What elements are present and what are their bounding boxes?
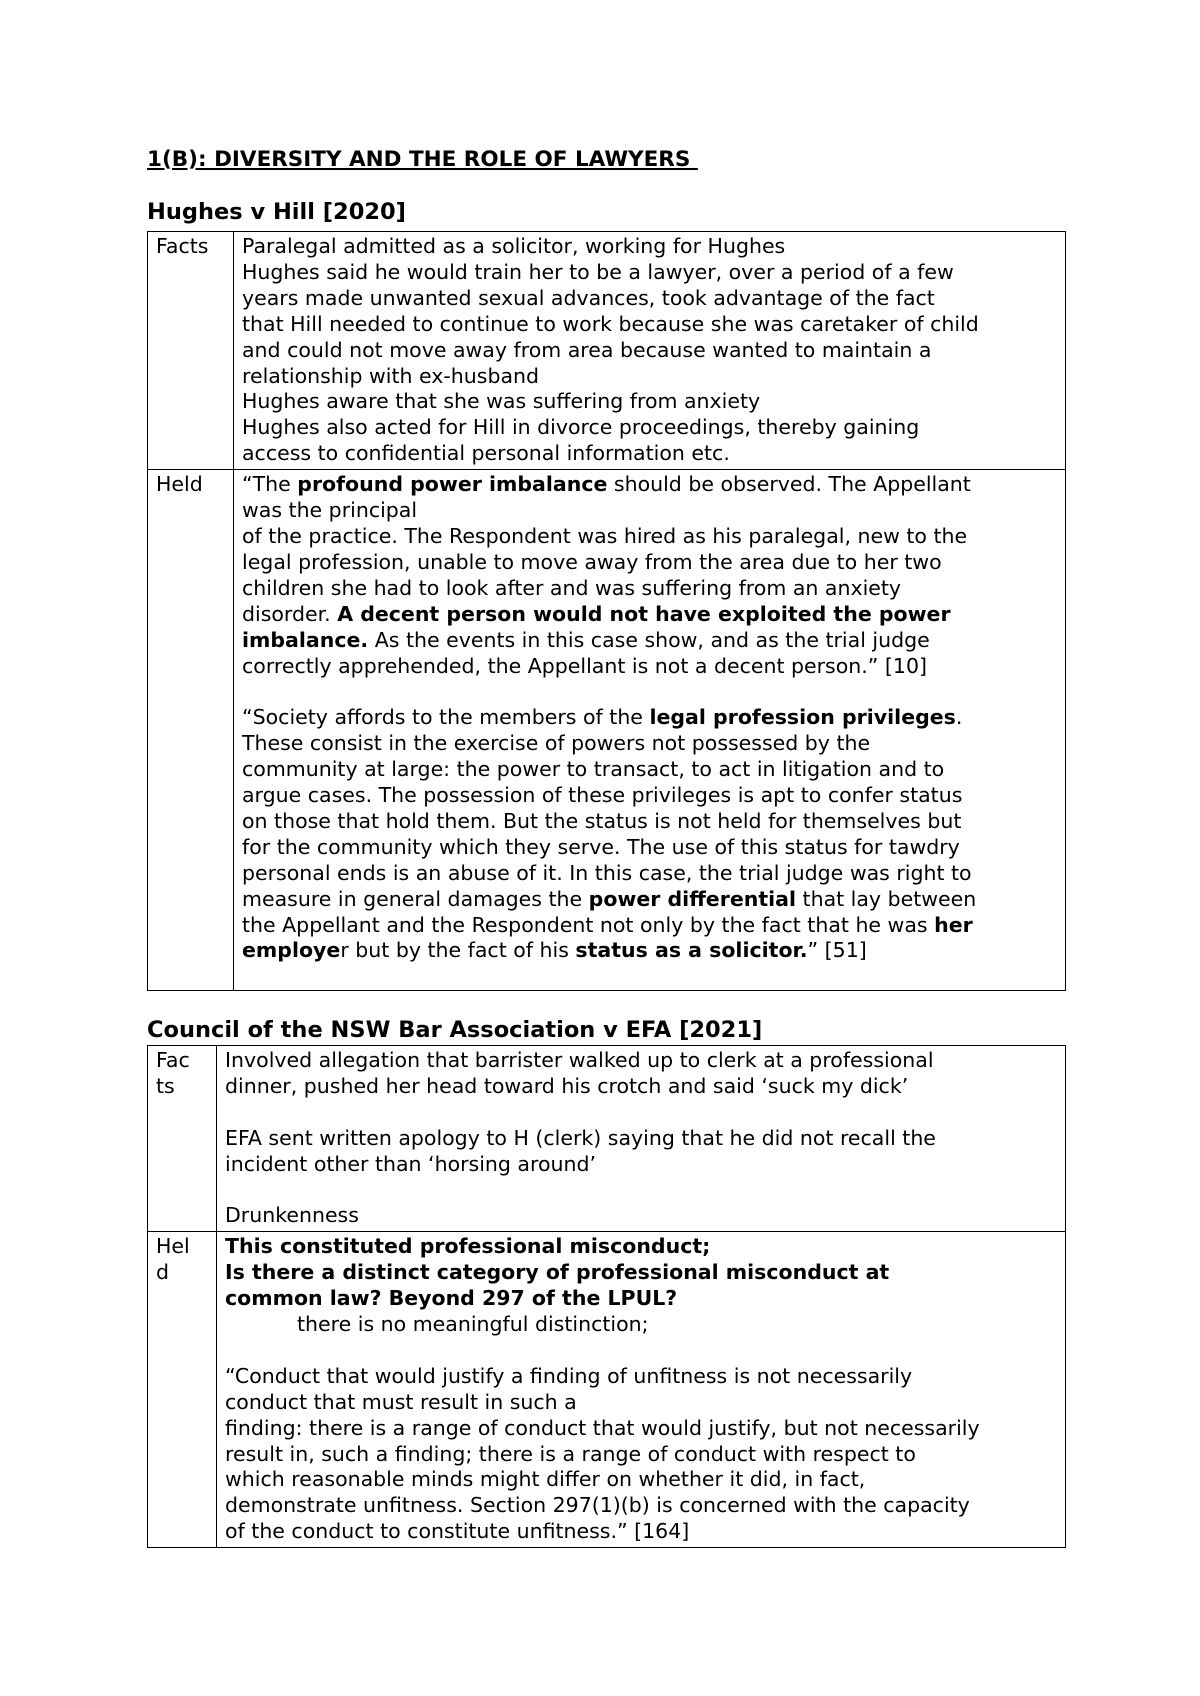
text-run: As the events in this case show, and as the trial judge [368,627,930,652]
held-quote-line: of the conduct to constitute unfitness.” [164] [225,1519,690,1544]
held-quote-line: demonstrate unfitness. Section 297(1)(b) is concerned with the capacity [225,1493,970,1518]
held-quote-line: finding: there is a range of conduct that would justify, but not necessarily [225,1415,980,1440]
paragraph-spacer [225,1100,1059,1126]
facts-line: years made unwanted sexual advances, took advantage of the fact [242,285,935,310]
bold-text-run: employe [242,938,341,963]
held-quote-line [242,938,1059,964]
label-line: ts [156,1073,175,1098]
bold-text-run: imbalance. [242,627,369,652]
held-bold-line: common law? Beyond 297 of the LPUL? [225,1286,678,1311]
facts-line: relationship with ex-husband [242,363,540,388]
held-label: Held [148,470,234,991]
case-table-hughes-v-hill [147,231,1066,991]
facts-label: Facts [148,232,234,470]
facts-line: Involved allegation that barrister walked up to clerk at a professional [225,1048,934,1072]
held-quote-line: These consist in the exercise of powers not possessed by the [242,731,871,756]
paragraph-spacer [225,1338,1059,1364]
held-quote-line: community at large: the power to transact, to act in litigation and to [242,757,945,782]
held-cell [234,470,1066,991]
text-run: measure in general damages the [242,886,589,911]
facts-row [148,232,1066,470]
facts-line: Hughes said he would train her to be a lawyer, over a period of a few [242,259,954,284]
bold-text-run: profound power imbalance [297,472,608,497]
held-quote-line: which reasonable minds might differ on whether it did, in fact, [225,1467,866,1492]
text-run: the Appellant and the Respondent not only by the fact that he was [242,912,935,937]
text-run: that lay between [796,886,977,911]
facts-label [148,1046,217,1232]
case-title-hughes-v-hill: Hughes v Hill [2020] [147,199,406,225]
text-run: disorder. [242,601,338,626]
held-quote-line: of the practice. The Respondent was hired as his paralegal, new to the [242,523,968,548]
held-quote-line: was the principal [242,498,418,523]
held-quote-line [242,887,1059,913]
facts-line: access to confidential personal information etc. [242,441,730,466]
held-quote-line: “Conduct that would justify a finding of unfitness is not necessarily [225,1363,913,1388]
text-run: “Society affords to the members of the [242,705,650,730]
facts-line: dinner, pushed her head toward his crotch and said ‘suck my dick’ [225,1073,909,1098]
held-bold-line: This constituted professional misconduct; [225,1234,711,1259]
label-line: d [156,1260,170,1285]
bold-text-run: power differential [588,886,797,911]
held-quote-line [242,913,1059,939]
held-quote-line: argue cases. The possession of these privileges is apt to confer status [242,783,963,808]
held-quote-line: children she had to look after and was suffering from an anxiety [242,575,902,600]
held-cell [217,1232,1066,1548]
text-run: should be observed. The Appellant [607,472,971,497]
facts-line: EFA sent written apology to H (clerk) saying that he did not recall the [225,1125,936,1150]
held-quote-line: conduct that must result in such a [225,1389,577,1414]
facts-line: that Hill needed to continue to work because she was caretaker of child [242,311,979,336]
facts-line: Drunkenness [225,1203,359,1228]
held-quote-line: personal ends is an abuse of it. In this case, the trial judge was right to [242,860,972,885]
held-quote-line: on those that hold them. But the status is not held for themselves but [242,808,962,833]
label-line: Fac [156,1048,190,1072]
held-quote-line [242,472,1059,498]
paragraph-spacer [225,1178,1059,1204]
paragraph-spacer [242,679,1059,705]
held-quote-line: legal profession, unable to move away from the area due to her two [242,549,942,574]
facts-line: and could not move away from area because wanted to maintain a [242,337,932,362]
facts-line: incident other than ‘horsing around’ [225,1151,597,1176]
held-quote-line [242,602,1059,628]
bold-text-run: status as a solicitor. [575,938,808,963]
held-quote-line: result in, such a finding; there is a range of conduct with respect to [225,1441,916,1466]
text-run: ” [51] [807,938,867,963]
held-row [148,1232,1066,1548]
held-bold-line: Is there a distinct category of professional misconduct at [225,1260,890,1285]
held-quote-line: correctly apprehended, the Appellant is not a decent person.” [10] [242,653,928,678]
held-label [148,1232,217,1548]
facts-line: Hughes aware that she was suffering from anxiety [242,389,761,414]
label-line: Hel [156,1234,190,1259]
document-title: 1(B): DIVERSITY AND THE ROLE OF LAWYERS [147,147,698,172]
facts-line: Paralegal admitted as a solicitor, working for Hughes [242,234,786,258]
case-table-nsw-bar-v-efa [147,1045,1066,1548]
facts-cell [234,232,1066,470]
facts-line: Hughes also acted for Hill in divorce proceedings, thereby gaining [242,415,920,440]
held-indented-line: there is no meaningful distinction; [297,1312,649,1337]
facts-cell [217,1046,1066,1232]
bold-text-run: legal profession privileges [649,705,956,730]
held-quote-line [242,705,1059,731]
held-row [148,470,1066,991]
bold-text-run: her [934,912,973,937]
facts-row [148,1046,1066,1232]
bold-text-run: A decent person would not have exploited the power [337,601,951,626]
text-run: r but by the fact of his [340,938,576,963]
held-quote-line: for the community which they serve. The use of this status for tawdry [242,834,960,859]
held-quote-line [242,628,1059,654]
text-run: . [955,705,963,730]
case-title-nsw-bar-v-efa: Council of the NSW Bar Association v EFA [2021] [147,1017,763,1043]
text-run: “The [242,472,298,497]
